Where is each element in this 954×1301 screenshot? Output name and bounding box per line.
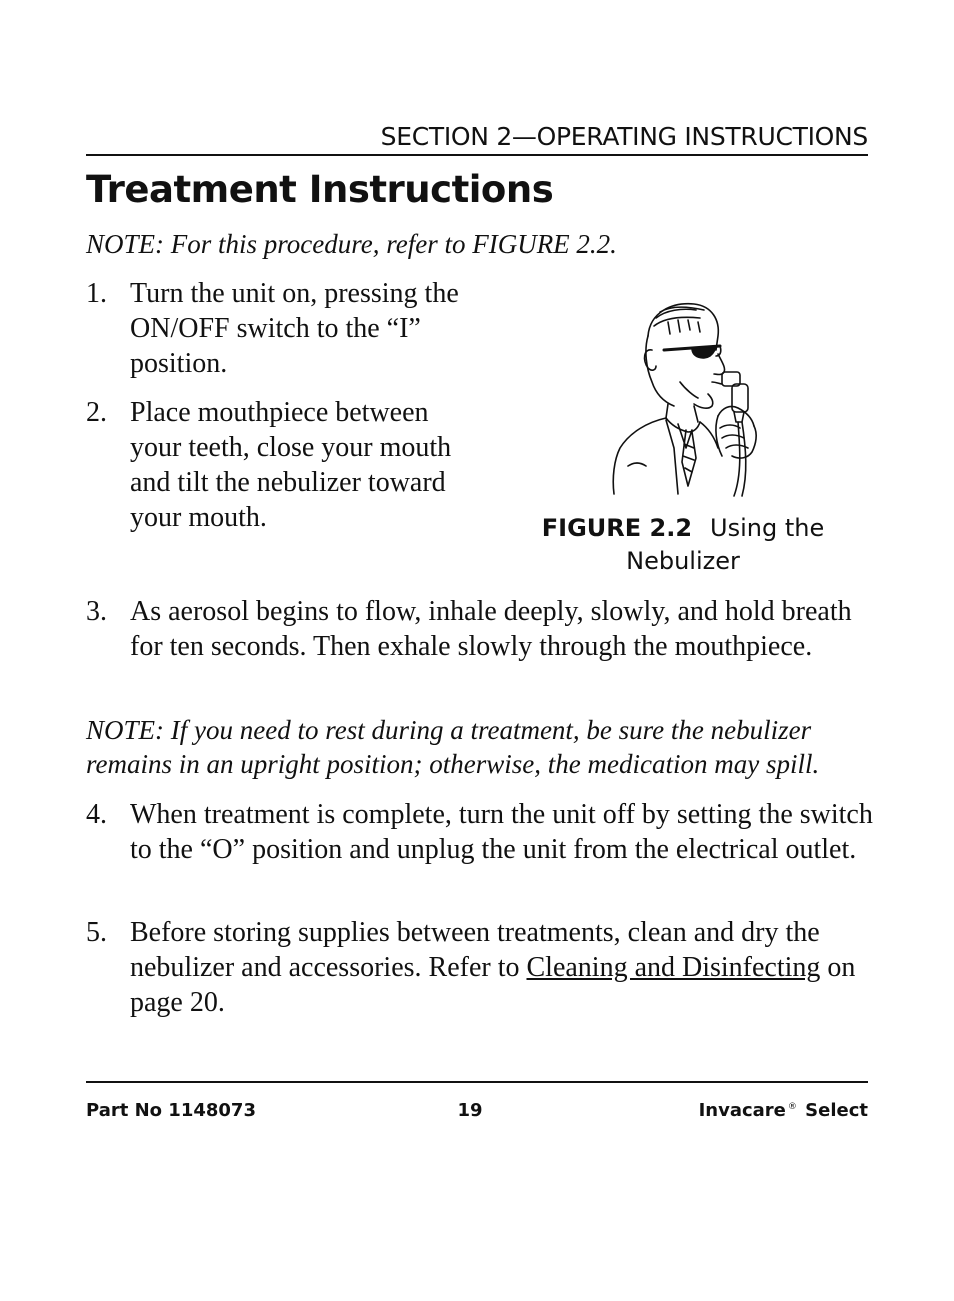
step-text: As aerosol begins to flow, inhale deeply, slowly, and hold breath for ten seconds. Then exhale slowly through the mouthpiece. [130, 596, 852, 662]
cleaning-disinfecting-link[interactable]: Cleaning and Disinfecting [526, 952, 821, 983]
footer-brand [699, 1100, 868, 1121]
page-number: 19 [457, 1100, 483, 1121]
step-number: 1. [86, 278, 107, 309]
step-number: 5. [86, 917, 107, 948]
product-name: Select [805, 1100, 868, 1121]
procedure-note: NOTE: For this procedure, refer to FIGURE 2.2. [86, 229, 617, 259]
footer-rule [86, 1081, 868, 1083]
page-title: Treatment Instructions [86, 168, 554, 211]
section-header: SECTION 2—OPERATING INSTRUCTIONS [380, 122, 868, 151]
registered-mark: ® [787, 1102, 797, 1112]
step-text-after: on page 20. [130, 952, 856, 1018]
figure-label: FIGURE 2.2 [541, 514, 693, 542]
step-text: Place mouthpiece between your teeth, close your mouth and tilt the nebulizer toward your mouth. [130, 397, 452, 533]
part-number: Part No 1148073 [86, 1100, 256, 1121]
step-number: 4. [86, 799, 107, 830]
rest-note: NOTE: If you need to rest during a treatment, be sure the nebulizer remains in an upright position; otherwise, the medication may spill. [86, 715, 820, 779]
step-text: Turn the unit on, pressing the ON/OFF switch to the “I” position. [130, 278, 459, 379]
header-rule [86, 154, 868, 156]
step-number: 3. [86, 596, 107, 627]
step-text [130, 915, 876, 1020]
step-text: When treatment is complete, turn the unit off by setting the switch to the “O” position and unplug the unit from the electrical outlet. [130, 799, 873, 865]
person-using-nebulizer-illustration [608, 298, 774, 498]
brand-name: Invacare [698, 1100, 786, 1121]
step-text-before: Before storing supplies between treatments, clean and dry the nebulizer and accessories. Refer to [130, 917, 820, 983]
step-number: 2. [86, 397, 107, 428]
figure-caption-text: Using the Nebulizer [626, 514, 825, 575]
figure-caption [520, 512, 846, 578]
